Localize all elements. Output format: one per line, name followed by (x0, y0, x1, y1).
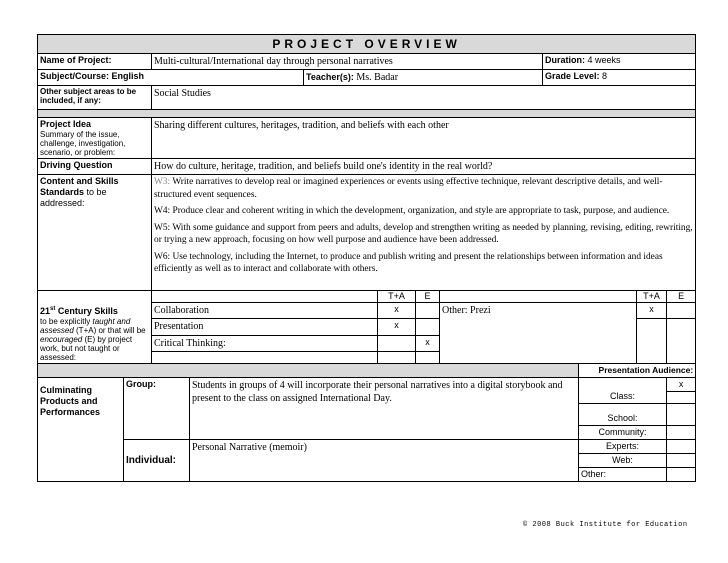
grade-level-label: Grade Level: (545, 71, 600, 81)
skill-presentation: Presentation (152, 319, 378, 336)
skill-critical-thinking: Critical Thinking: (152, 335, 378, 351)
col-header-ta-2: T+A (637, 291, 667, 303)
duration-field (543, 54, 696, 70)
project-idea-cell (38, 118, 152, 159)
skill-other: Other: Prezi (440, 303, 637, 364)
group-value: Students in groups of 4 will incorporate their personal narratives into a digital storybook and present to the class on assigned International Day. (190, 377, 579, 425)
page-title: PROJECT OVERVIEW (38, 35, 696, 54)
standard-w6: W6: Use technology, including the Internet, to produce and publish writing and present the relationships between information and ideas efficiently as well as to interact and collaborate with others. (154, 251, 663, 274)
audience-community-checkbox[interactable] (667, 425, 696, 439)
skill-other-e-blank (667, 319, 696, 364)
project-idea-value: Sharing different cultures, heritages, tradition, and beliefs with each other (152, 118, 696, 159)
audience-other-checkbox[interactable] (667, 467, 696, 481)
standards-label-rest: to be addressed: (40, 187, 107, 208)
teacher-field (304, 70, 543, 86)
century-skills-description: to be explicitly taught and assessed (T+A) or that will be encouraged (E) by project work, but not taught or assessed: (40, 316, 146, 362)
driving-question-value: How do culture, heritage, tradition, and beliefs build one's identity in the real world? (152, 159, 696, 175)
skill-other-ta-checkbox[interactable]: x (637, 303, 667, 319)
separator-bar (38, 110, 696, 118)
audience-other: Other: (579, 467, 667, 481)
skill-presentation-ta-checkbox[interactable]: x (378, 319, 416, 336)
skills-header-blank (38, 291, 152, 303)
skill-blank-e (416, 351, 440, 363)
audience-school: School: (579, 403, 667, 425)
skill-collaboration-e-checkbox[interactable] (416, 303, 440, 319)
audience-web: Web: (579, 453, 667, 467)
audience-school-checkbox[interactable] (667, 403, 696, 425)
culminating-separator (38, 363, 579, 377)
subject-course-label: Subject/Course: English (38, 70, 304, 86)
teacher-value: Ms. Badar (356, 72, 399, 83)
standards-label: Content and Skills Standards (40, 176, 119, 197)
skill-blank-row (152, 351, 378, 363)
standard-w3 (154, 176, 693, 201)
copyright-footer: © 2008 Buck Institute for Education (523, 521, 688, 529)
audience-class-blank (667, 391, 696, 403)
standard-w5: W5: With some guidance and support from peers and adults, develop and strengthen writing as needed by planning, revising, editing, rewriting, or trying a new approach, focusing on how well purpose and audience have been addressed. (154, 222, 693, 245)
audience-experts-checkbox[interactable] (667, 439, 696, 453)
presentation-audience-header: Presentation Audience: (579, 363, 696, 377)
skill-blank-ta (378, 351, 416, 363)
group-blank-2 (124, 425, 190, 439)
skill-collaboration-ta-checkbox[interactable]: x (378, 303, 416, 319)
audience-class: Class: (579, 377, 667, 403)
century-skills-label: 21st Century Skills (40, 305, 118, 316)
skill-critical-thinking-e-checkbox[interactable]: x (416, 335, 440, 351)
audience-community: Community: (579, 425, 667, 439)
individual-value: Personal Narrative (memoir) (190, 439, 579, 481)
skill-other-e-checkbox[interactable] (667, 303, 696, 319)
name-of-project-label: Name of Project: (38, 54, 152, 70)
culminating-blank (38, 425, 124, 439)
skills-header-blank-3 (440, 291, 637, 303)
audience-web-checkbox[interactable] (667, 453, 696, 467)
duration-label: Duration: (545, 55, 585, 65)
grade-level-value: 8 (602, 71, 608, 81)
culminating-label: Culminating Products and Performances (38, 377, 124, 425)
standards-list (152, 175, 696, 291)
culminating-blank-2 (38, 439, 124, 481)
audience-class-checkbox[interactable]: x (667, 377, 696, 391)
project-overview-form (37, 34, 695, 482)
standard-w3-prefix: W3: (154, 177, 171, 187)
other-subjects-label: Other subject areas to be included, if any: (38, 86, 152, 110)
project-idea-description: Summary of the issue, challenge, investigation, scenario, or problem: (40, 130, 126, 157)
name-of-project-value: Multi-cultural/International day through personal narratives (152, 54, 543, 70)
duration-value: 4 weeks (587, 55, 621, 65)
audience-experts: Experts: (579, 439, 667, 453)
project-idea-label: Project Idea (40, 119, 92, 129)
skill-other-ta-blank (637, 319, 667, 364)
standards-label-cell (38, 175, 152, 291)
other-subjects-value: Social Studies (152, 86, 696, 110)
grade-level-field (543, 70, 696, 86)
col-header-e: E (416, 291, 440, 303)
driving-question-label: Driving Question (38, 159, 152, 175)
group-label-blank (124, 391, 190, 425)
col-header-ta: T+A (378, 291, 416, 303)
group-value-blank (190, 425, 579, 439)
skills-header-blank-2 (152, 291, 378, 303)
group-label: Group: (124, 377, 190, 391)
skill-critical-thinking-ta-checkbox[interactable] (378, 335, 416, 351)
standard-w4: W4: Produce clear and coherent writing in which the development, organization, and style are appropriate to task, purpose, and audience. (154, 206, 670, 216)
standard-w3-text: Write narratives to develop real or imagined experiences or events using effective technique, relevant descriptive details, and well-structured event sequences. (154, 177, 663, 200)
skill-collaboration: Collaboration (152, 303, 378, 319)
century-skills-label-cell (38, 303, 152, 364)
teacher-label: Teacher(s): (306, 72, 354, 82)
col-header-e-2: E (667, 291, 696, 303)
skill-presentation-e-checkbox[interactable] (416, 319, 440, 336)
individual-label: Individual: (124, 439, 190, 481)
